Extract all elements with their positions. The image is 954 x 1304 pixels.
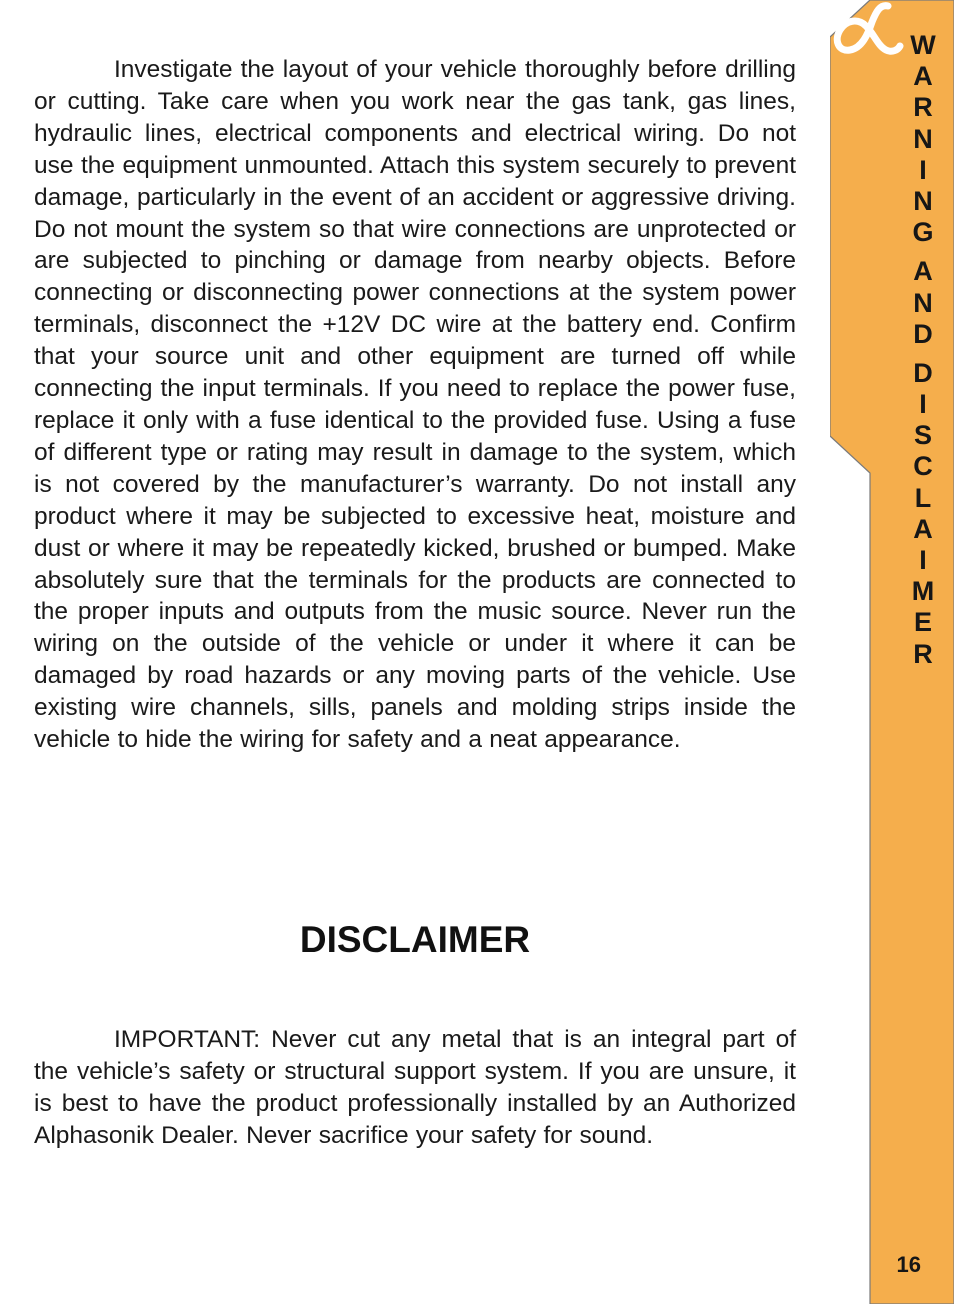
side-tab-letter: N	[913, 287, 933, 318]
side-tab-letter: A	[913, 61, 933, 92]
side-tab-vertical-text	[898, 30, 948, 678]
side-tab-letter: N	[913, 123, 933, 154]
side-tab-word	[898, 30, 948, 248]
side-tab-word	[898, 358, 948, 670]
side-tab-letter: I	[919, 389, 927, 420]
side-tab	[830, 0, 954, 1304]
side-tab-letter: E	[913, 607, 932, 638]
side-tab-letter: A	[913, 513, 933, 544]
side-tab-letter: R	[913, 638, 933, 669]
side-tab-letter: D	[913, 318, 933, 349]
side-tab-letter: G	[912, 217, 934, 248]
side-tab-letter: A	[913, 256, 933, 287]
side-tab-letter: I	[919, 545, 927, 575]
side-tab-letter: M	[911, 576, 935, 607]
side-tab-letter: L	[914, 482, 932, 513]
side-tab-letter: D	[913, 357, 933, 388]
side-tab-letter: W	[910, 30, 936, 60]
side-tab-letter: C	[913, 451, 933, 482]
disclaimer-title: DISCLAIMER	[299, 919, 531, 960]
side-tab-letter: N	[913, 185, 933, 216]
warning-paragraph: Investigate the layout of your vehicle thoroughly before drilling or cutting. Take care when you work near the gas tank, gas lines, hydraulic lines, electrical components and electrical wiring. Do not use the equipment unmounted. Attach this system securely to prevent damage, particularly in the event of an accident or aggressive driving. Do not mount the system so that wire connections are unprotected or are subjected to pinching or damage from nearby objects. Before connecting or disconnecting power connections at the system power terminals, disconnect the +12V DC wire at the battery end. Confirm that your source unit and other equipment are turned off while connecting the input terminals. If you need to replace the power fuse, replace it only with a fuse identical to the provided fuse. Using a fuse of different type or rating may result in damage to the system, which is not covered by the manufacturer’s warranty. Do not install any product where it may be subjected to excessive heat, moisture and dust or where it may be repeatedly kicked, brushed or bumped. Make absolutely sure that the terminals for the products are connected to the proper inputs and outputs from the music source. Never run the wiring on the outside of the vehicle or under it where it can be damaged by road hazards or any moving parts of the vehicle. Use existing wire channels, sills, panels and molding strips inside the vehicle to hide the wiring for safety and a neat appearance.	[34, 56, 796, 754]
side-tab-letter: I	[919, 154, 927, 185]
side-tab-letter: R	[913, 92, 933, 123]
alpha-logo-icon	[830, 0, 906, 58]
side-tab-letter: S	[913, 420, 932, 451]
side-tab-word	[898, 256, 948, 350]
disclaimer-paragraph: IMPORTANT: Never cut any metal that is an integral part of the vehicle’s safety or structural support system. If you are unsure, it is best to have the product professionally installed by an Authorized Alphasonik Dealer. Never sacrifice your safety for sound.	[34, 1026, 796, 1149]
page-number: 16	[896, 1252, 921, 1277]
